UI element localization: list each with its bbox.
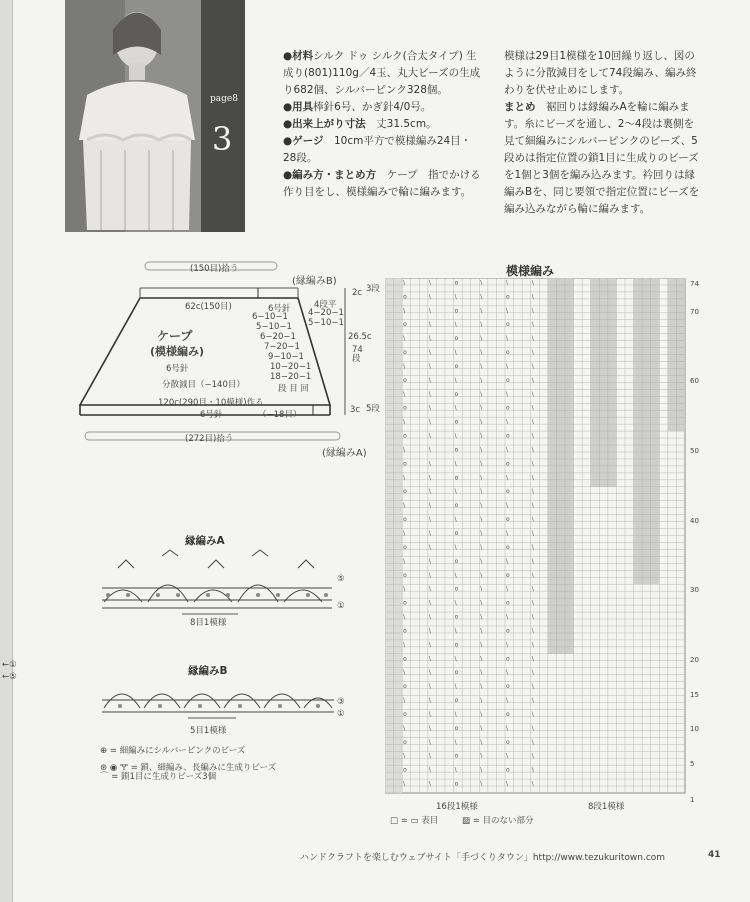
cape-rows-mid: 74段 <box>352 345 363 364</box>
svg-text:\: \ <box>403 446 406 454</box>
svg-text:\: \ <box>428 349 431 357</box>
svg-text:\: \ <box>428 362 431 370</box>
svg-text:\: \ <box>480 724 483 732</box>
svg-text:\: \ <box>480 655 483 663</box>
svg-text:o: o <box>506 571 510 579</box>
edging-b-repeat: 5目1模様 <box>190 726 227 736</box>
svg-text:\: \ <box>403 585 406 593</box>
svg-text:\: \ <box>480 543 483 551</box>
page-number: 41 <box>708 850 721 860</box>
svg-text:o: o <box>454 307 459 315</box>
svg-text:\: \ <box>403 780 406 788</box>
chart-row-number: 10 <box>690 725 699 733</box>
svg-text:\: \ <box>454 766 457 774</box>
cape-size-3c: 3c <box>350 405 361 415</box>
svg-text:\: \ <box>480 502 483 510</box>
cape-needle-bottom: 6号針 <box>200 410 223 420</box>
svg-text:\: \ <box>480 335 483 343</box>
svg-text:\: \ <box>531 766 534 774</box>
svg-text:o: o <box>403 321 407 329</box>
svg-text:o: o <box>403 627 407 635</box>
svg-text:\: \ <box>428 530 431 537</box>
svg-text:\: \ <box>531 669 534 677</box>
instruction-pattern: 模様は29目1模様を10回繰り返し、図のように分散減目をして74段編み、編み終わりを伏せ止めにします。 <box>504 50 697 96</box>
svg-text:\: \ <box>531 530 534 537</box>
cape-size-2c: 2c <box>352 288 363 298</box>
svg-text:\: \ <box>403 752 406 760</box>
svg-text:o: o <box>403 655 407 663</box>
svg-text:\: \ <box>531 446 534 454</box>
cape-top-width: 62c(150目) <box>185 302 232 312</box>
svg-text:\: \ <box>506 697 509 705</box>
cape-edge-b: (縁編みB) <box>292 276 337 287</box>
svg-text:\: \ <box>531 279 534 287</box>
svg-text:o: o <box>403 432 407 440</box>
svg-text:\: \ <box>454 738 457 746</box>
svg-text:o: o <box>454 557 459 565</box>
svg-text:o: o <box>454 418 459 426</box>
svg-text:\: \ <box>403 669 406 677</box>
svg-text:\: \ <box>480 349 483 357</box>
svg-text:o: o <box>454 641 459 649</box>
page-label: page8 <box>210 94 238 104</box>
svg-text:\: \ <box>454 376 457 384</box>
svg-text:\: \ <box>506 724 509 732</box>
instruction-method: ●編み方・まとめ方 ケープ 指でかける作り目をし、模様編みで輪に編みます。 <box>283 169 481 198</box>
svg-text:\: \ <box>403 418 406 426</box>
svg-text:\: \ <box>531 655 534 663</box>
svg-text:\: \ <box>531 376 534 384</box>
svg-text:\: \ <box>403 502 406 510</box>
svg-text:o: o <box>506 655 510 663</box>
svg-text:\: \ <box>454 683 457 691</box>
edging-a-title: 縁編みA <box>185 535 225 547</box>
svg-text:\: \ <box>403 474 406 482</box>
svg-text:\: \ <box>428 293 431 301</box>
svg-text:o: o <box>403 599 407 607</box>
svg-text:\: \ <box>531 752 534 760</box>
svg-text:\: \ <box>428 627 431 635</box>
svg-text:\: \ <box>403 557 406 565</box>
edging-b-title: 縁編みB <box>188 665 228 677</box>
svg-text:\: \ <box>531 557 534 565</box>
svg-text:\: \ <box>531 724 534 732</box>
svg-text:\: \ <box>531 335 534 343</box>
cape-subtitle: (模様編み) <box>150 345 205 358</box>
svg-text:\: \ <box>428 752 431 760</box>
svg-text:o: o <box>403 404 407 412</box>
svg-text:o: o <box>454 669 459 677</box>
svg-text:\: \ <box>428 710 431 718</box>
chart-row-number: 1 <box>690 796 695 804</box>
svg-text:o: o <box>506 516 510 524</box>
instruction-gauge: ●ゲージ 10cm平方で模様編み24目・28段。 <box>283 135 472 164</box>
svg-text:\: \ <box>428 432 431 440</box>
svg-text:\: \ <box>480 460 483 468</box>
svg-text:\: \ <box>428 404 431 412</box>
svg-text:\: \ <box>531 418 534 426</box>
svg-text:\: \ <box>428 460 431 468</box>
svg-text:o: o <box>403 293 407 301</box>
svg-text:o: o <box>454 752 459 760</box>
chart-row-number: 70 <box>690 308 699 316</box>
svg-text:\: \ <box>403 530 406 537</box>
edging-b-row3: ③ <box>337 697 345 707</box>
svg-text:o: o <box>454 362 459 370</box>
chart-row-number: 30 <box>690 586 699 594</box>
chart-row-number: 20 <box>690 656 699 664</box>
svg-text:\: \ <box>480 766 483 774</box>
svg-text:\: \ <box>531 710 534 718</box>
chart-title: 模様編み <box>506 264 555 278</box>
svg-text:\: \ <box>403 390 406 398</box>
svg-text:\: \ <box>428 641 431 649</box>
svg-text:\: \ <box>506 669 509 677</box>
svg-text:\: \ <box>480 752 483 760</box>
svg-text:\: \ <box>531 390 534 398</box>
svg-text:o: o <box>454 780 459 788</box>
svg-text:o: o <box>454 613 459 621</box>
cape-bottom-decrease: （−18目） <box>258 410 302 420</box>
svg-text:o: o <box>454 335 459 343</box>
svg-text:\: \ <box>428 557 431 565</box>
svg-text:\: \ <box>531 321 534 329</box>
svg-text:\: \ <box>454 293 457 301</box>
svg-text:\: \ <box>480 404 483 412</box>
svg-text:\: \ <box>454 404 457 412</box>
chart-legend-blank: □ = ▭ 表目 <box>390 816 439 826</box>
edging-a-row5: ⑤ <box>337 574 345 584</box>
svg-text:\: \ <box>506 474 509 482</box>
svg-text:\: \ <box>403 697 406 705</box>
svg-text:\: \ <box>428 418 431 426</box>
svg-text:\: \ <box>506 557 509 565</box>
svg-text:o: o <box>454 474 459 482</box>
chart-row-number: 60 <box>690 377 699 385</box>
svg-text:o: o <box>506 404 510 412</box>
svg-text:\: \ <box>428 502 431 510</box>
svg-text:\: \ <box>480 669 483 677</box>
svg-text:\: \ <box>454 516 457 524</box>
svg-text:\: \ <box>403 362 406 370</box>
svg-text:\: \ <box>506 780 509 788</box>
svg-text:\: \ <box>428 613 431 621</box>
svg-text:\: \ <box>531 585 534 593</box>
svg-text:o: o <box>506 627 510 635</box>
svg-text:o: o <box>506 321 510 329</box>
edging-a-row1: ① <box>337 601 345 611</box>
svg-text:\: \ <box>428 335 431 343</box>
svg-text:\: \ <box>480 710 483 718</box>
svg-text:\: \ <box>480 279 483 287</box>
cape-bottom-pick: (272目)拾う <box>185 434 234 444</box>
chart-row-number: 5 <box>690 760 695 768</box>
chart-row-number: 40 <box>690 517 699 525</box>
svg-text:\: \ <box>531 474 534 482</box>
svg-text:\: \ <box>506 279 509 287</box>
stitch-chart <box>385 278 700 800</box>
svg-text:o: o <box>403 571 407 579</box>
svg-text:\: \ <box>428 697 431 705</box>
svg-text:\: \ <box>506 390 509 398</box>
svg-text:\: \ <box>454 543 457 551</box>
cape-needle-top: 6号針 <box>268 304 291 314</box>
svg-text:\: \ <box>531 516 534 524</box>
svg-text:\: \ <box>531 293 534 301</box>
svg-text:o: o <box>403 543 407 551</box>
instruction-tools: ●用具棒針6号、かぎ針4/0号。 <box>283 101 432 113</box>
svg-text:o: o <box>403 516 407 524</box>
chart-repeat-8: 8段1模様 <box>588 802 625 812</box>
svg-text:\: \ <box>428 543 431 551</box>
instruction-finishing: まとめ 裾回りは縁編みAを輪に編みます。糸にビーズを通し、2〜4段は裏側を見て細編みにシルバーピンクのビーズ、5段めは指定位置の鎖1目に生成りのビーズを1個と3個を編み込みます。衿回りは縁編みBを、同じ要領で指定位置にビーズを編み込みながら輪に編みます。 <box>504 101 700 215</box>
svg-text:\: \ <box>506 362 509 370</box>
cape-bottom-cast: 120c(290目・10模様)作る <box>158 398 264 408</box>
svg-text:\: \ <box>480 488 483 496</box>
svg-text:\: \ <box>480 362 483 370</box>
svg-text:\: \ <box>403 279 406 287</box>
svg-text:\: \ <box>428 766 431 774</box>
svg-text:o: o <box>506 293 510 301</box>
svg-text:o: o <box>403 460 407 468</box>
svg-text:o: o <box>506 432 510 440</box>
svg-text:\: \ <box>531 307 534 315</box>
instruction-materials: ●材料シルク ドゥ シルク(合太タイプ) 生成り(801)110g／4玉、丸大ビーズの生成り682個、シルバーピンク328個。 <box>283 50 481 96</box>
svg-text:o: o <box>506 710 510 718</box>
chart-row-number: 74 <box>690 280 699 288</box>
chart-legend-gray: ▨ = 目のない部分 <box>462 816 534 826</box>
side-mark-1: ←① <box>2 660 17 670</box>
svg-text:\: \ <box>403 613 406 621</box>
svg-text:\: \ <box>428 655 431 663</box>
svg-text:o: o <box>506 599 510 607</box>
svg-text:\: \ <box>480 613 483 621</box>
edging-b-row1: ① <box>337 709 345 719</box>
svg-text:o: o <box>403 683 407 691</box>
cape-title: ケープ <box>157 329 193 343</box>
svg-text:\: \ <box>454 627 457 635</box>
svg-text:o: o <box>506 349 510 357</box>
svg-text:o: o <box>403 738 407 746</box>
svg-text:\: \ <box>480 530 483 537</box>
svg-text:\: \ <box>480 293 483 301</box>
svg-text:\: \ <box>428 516 431 524</box>
svg-text:\: \ <box>403 335 406 343</box>
svg-text:\: \ <box>480 418 483 426</box>
svg-text:o: o <box>403 488 407 496</box>
cape-height: 26.5c <box>348 332 372 342</box>
svg-text:\: \ <box>531 627 534 635</box>
svg-text:\: \ <box>531 697 534 705</box>
side-mark-5: ←⑤ <box>2 672 17 682</box>
svg-text:\: \ <box>428 571 431 579</box>
svg-text:\: \ <box>480 780 483 788</box>
cape-decrease: 分散減目（−140目） <box>162 380 245 390</box>
svg-text:\: \ <box>480 599 483 607</box>
svg-text:\: \ <box>428 738 431 746</box>
svg-text:\: \ <box>480 571 483 579</box>
svg-text:o: o <box>506 376 510 384</box>
svg-text:\: \ <box>428 683 431 691</box>
svg-text:\: \ <box>531 613 534 621</box>
svg-text:\: \ <box>480 432 483 440</box>
svg-text:\: \ <box>531 641 534 649</box>
svg-text:\: \ <box>480 627 483 635</box>
svg-text:\: \ <box>531 460 534 468</box>
svg-text:o: o <box>506 738 510 746</box>
svg-text:\: \ <box>531 362 534 370</box>
pattern-number: 3 <box>212 120 233 158</box>
svg-text:\: \ <box>428 279 431 287</box>
edging-b-diagram <box>100 678 340 728</box>
svg-text:o: o <box>403 710 407 718</box>
svg-text:\: \ <box>454 321 457 329</box>
svg-text:\: \ <box>480 307 483 315</box>
svg-text:o: o <box>454 446 459 454</box>
chart-repeat-16: 16段1模様 <box>436 802 478 812</box>
svg-text:o: o <box>506 460 510 468</box>
svg-text:\: \ <box>506 307 509 315</box>
svg-text:\: \ <box>480 321 483 329</box>
svg-text:o: o <box>454 279 459 287</box>
svg-text:\: \ <box>454 349 457 357</box>
svg-text:\: \ <box>531 432 534 440</box>
svg-text:\: \ <box>454 571 457 579</box>
svg-text:o: o <box>454 697 459 705</box>
svg-text:\: \ <box>428 669 431 677</box>
svg-text:o: o <box>403 376 407 384</box>
svg-text:\: \ <box>531 780 534 788</box>
svg-text:\: \ <box>506 585 509 593</box>
svg-text:o: o <box>403 766 407 774</box>
magazine-page: ←① ←⑤ page8 3 ●材料シルク ドゥ シルク(合太タイプ) 生成り(801)110g／4玉、丸大ビーズの生成り682個、シルバーピンク328個。 ●用具棒針6号、かぎ針4/0号。 ●出来上がり寸法 丈31.5cm。 ●ゲージ 10cm平方で模様編み24目・28段。 ●編み方・まとめ方 ケープ 指でかける作り目をし、模様編みで輪に編みます。 模様は29目1模様を10回繰り返し、図のように分散減目をして74段編み、編み終わりを伏せ止めにします。 まとめ 裾回りは縁編みAを輪に編みます。糸にビーズを通し、2〜4段は裏側を見て細編みにシルバーピンクのビーズ、5段めは指定位置の鎖1目に生成りのビーズを1個と3個を編み込みます。衿回りは縁編みBを、同じ要領で指定位置にビーズを編み込みながら輪に編みます。 (150目)拾う (縁編みB) 2c 3段 62c(150目) 6号針 ケープ (模様編み) 6号針 分散減目（−140目） 4段平 4−20−1 5−10−1 6−10−1 5−10−1 6−20−1 7−20−1 9−10−1 10−20−1 18−20−1 段 目 回 26.5c 74段 120c(290目・10模様)作る 6号針 （−18目） 3c 5段 (272目)拾う (縁編みA) 縁編みA ⑤ ① 8目1模様 縁編みB ③ ① 5目1模様 ⊕ = 細編みにシルバーピンクのビーズ ⊛ ◉ 🝖 = 鎖、細編み、長編みに生成りビーズ ⌒ = 鎖1目に生成りビーズ3個 模様編み \ \ o \ \ \ o \ \ \ o \ \ \ o \ \ \ o \ \ \ o \ \ \ o \ \ \ o \ \ \ o \ \ \ o \ \ \ o \ \ \ o \ \ \ o \ \ \ o \ \ \ o \ \ \ o \ \ \ o \ \ \ o \ \ \ o \ \ \ o \ \ \ o \ \ \ o \ \ \ o \ \ \ o \ \ \ o \ \ \ o \ \ \ o \ \ \ o \ \ \ o \ \ \ o \ \ \ o \ \ \ o \ \ \ o \ \ \ o \ \ \ o \ \ \ o \ \ \ o \ \ \ o \ \ \ o \ \ \ o \ \ \ o \ \ \ o \ \ \ o \ \ \ o \ \ \ o \ \ \ o \ \ \ o \ \ \ o \ \ \ o \ \ \ o \ \ \ o \ \ \ o \ \ \ o \ \ \ o \ \ \ o \ \ \ 74 70 60 50 40 30 20 15 10 5 1 16段1模様 8段1模様 □ = ▭ 表目 ▨ = 目のない部分 ハンドクラフトを楽しむウェブサイト「手づくりタウン」http://www.tezukuritown.com 41 <box>0 0 750 902</box>
svg-text:\: \ <box>480 557 483 565</box>
footer-text: ハンドクラフトを楽しむウェブサイト「手づくりタウン」http://www.tezukuritown.com <box>300 853 666 863</box>
svg-text:\: \ <box>531 349 534 357</box>
svg-text:\: \ <box>506 502 509 510</box>
svg-text:\: \ <box>428 321 431 329</box>
svg-text:o: o <box>506 488 510 496</box>
svg-text:\: \ <box>506 446 509 454</box>
svg-text:\: \ <box>454 655 457 663</box>
svg-text:\: \ <box>480 446 483 454</box>
chart-row-number: 50 <box>690 447 699 455</box>
svg-text:\: \ <box>428 488 431 496</box>
svg-text:\: \ <box>531 502 534 510</box>
svg-text:\: \ <box>531 683 534 691</box>
svg-text:\: \ <box>506 335 509 343</box>
svg-text:\: \ <box>531 571 534 579</box>
svg-text:\: \ <box>428 724 431 732</box>
svg-text:o: o <box>454 390 459 398</box>
svg-text:\: \ <box>506 418 509 426</box>
svg-text:\: \ <box>506 613 509 621</box>
cape-top-pick: (150目)拾う <box>190 264 239 274</box>
svg-text:\: \ <box>480 390 483 398</box>
chart-row-number: 15 <box>690 691 699 699</box>
svg-text:o: o <box>403 349 407 357</box>
svg-text:\: \ <box>480 376 483 384</box>
svg-text:\: \ <box>480 585 483 593</box>
svg-text:\: \ <box>454 488 457 496</box>
svg-text:\: \ <box>428 599 431 607</box>
svg-text:\: \ <box>531 738 534 746</box>
svg-text:\: \ <box>480 474 483 482</box>
cape-rows-top: 3段 <box>366 284 380 294</box>
svg-text:\: \ <box>531 599 534 607</box>
svg-text:\: \ <box>506 752 509 760</box>
svg-text:\: \ <box>480 738 483 746</box>
svg-text:\: \ <box>531 543 534 551</box>
svg-text:o: o <box>454 585 459 593</box>
svg-text:o: o <box>454 502 459 510</box>
svg-text:\: \ <box>428 474 431 482</box>
svg-text:\: \ <box>403 307 406 315</box>
svg-text:\: \ <box>454 432 457 440</box>
svg-text:o: o <box>454 724 459 732</box>
svg-text:\: \ <box>403 724 406 732</box>
cape-edge-a: (縁編みA) <box>322 448 367 459</box>
edging-a-repeat: 8目1模様 <box>190 618 227 628</box>
svg-text:\: \ <box>480 641 483 649</box>
svg-text:\: \ <box>428 376 431 384</box>
svg-text:o: o <box>454 530 459 537</box>
svg-text:o: o <box>506 683 510 691</box>
svg-text:\: \ <box>531 488 534 496</box>
svg-text:\: \ <box>403 641 406 649</box>
svg-text:o: o <box>506 766 510 774</box>
svg-text:\: \ <box>480 683 483 691</box>
svg-text:\: \ <box>506 530 509 537</box>
svg-text:\: \ <box>428 780 431 788</box>
instruction-size: ●出来上がり寸法 丈31.5cm。 <box>283 118 437 130</box>
svg-text:\: \ <box>480 697 483 705</box>
svg-text:\: \ <box>506 641 509 649</box>
svg-text:o: o <box>506 543 510 551</box>
svg-text:\: \ <box>531 404 534 412</box>
svg-text:\: \ <box>454 599 457 607</box>
svg-text:\: \ <box>428 307 431 315</box>
cape-needle-mid: 6号針 <box>166 364 189 374</box>
svg-text:\: \ <box>454 460 457 468</box>
svg-text:\: \ <box>428 390 431 398</box>
svg-text:\: \ <box>428 446 431 454</box>
svg-text:\: \ <box>454 710 457 718</box>
svg-text:\: \ <box>480 516 483 524</box>
svg-text:\: \ <box>428 585 431 593</box>
cape-rows-bottom: 5段 <box>366 404 380 414</box>
